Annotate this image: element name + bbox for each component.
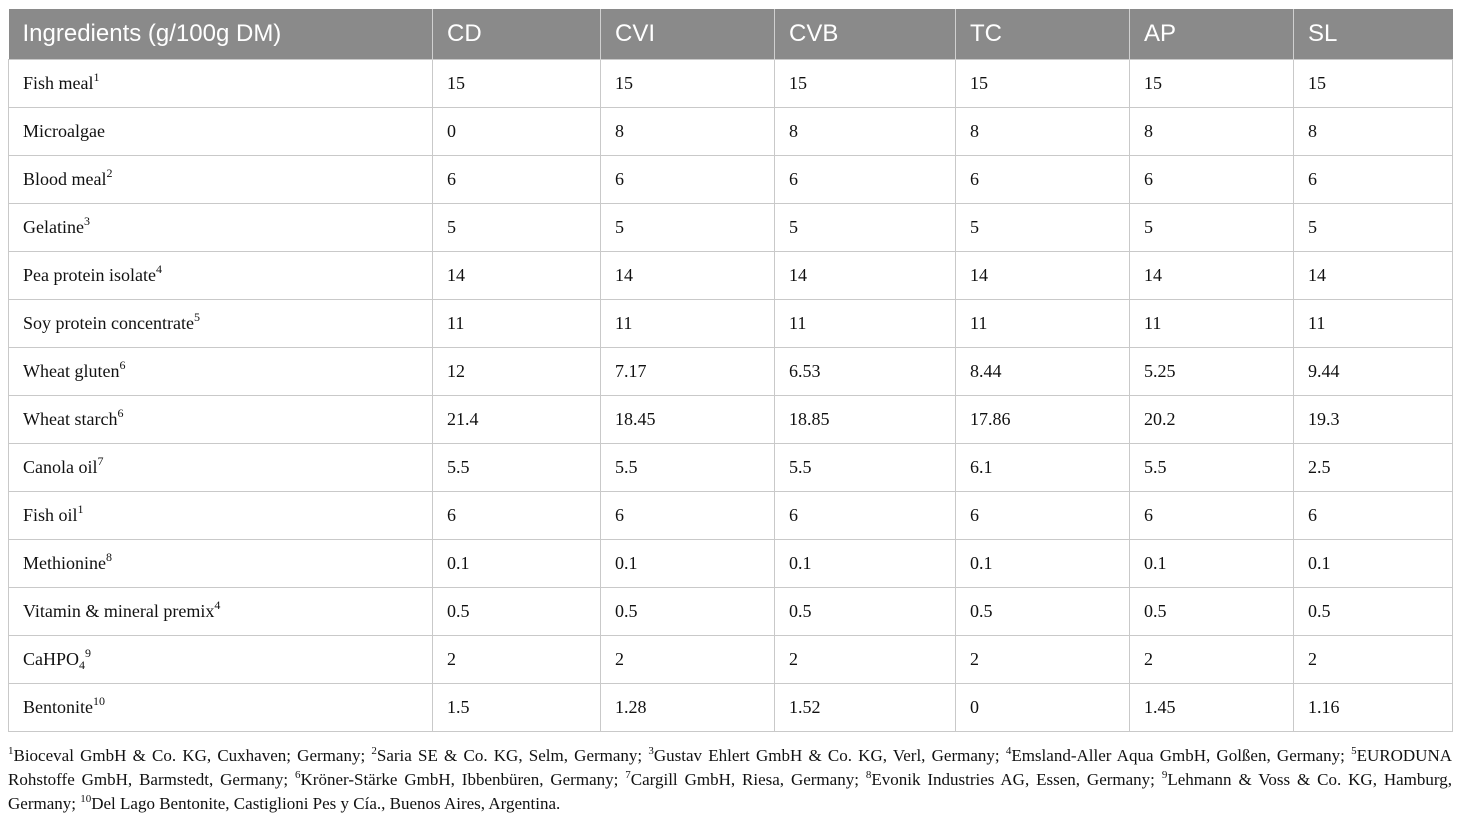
value-cell: 8.44 xyxy=(956,347,1130,395)
table-body xyxy=(9,59,1453,731)
value-cell: 2 xyxy=(1130,635,1294,683)
value-cell: 6 xyxy=(775,155,956,203)
value-cell: 0.1 xyxy=(775,539,956,587)
ingredient-name: Soy protein concentrate xyxy=(23,312,194,333)
value-cell: 5 xyxy=(1294,203,1453,251)
footnote-number: 3 xyxy=(648,745,654,757)
value-cell: 14 xyxy=(433,251,601,299)
value-cell: 21.4 xyxy=(433,395,601,443)
footnote-number: 6 xyxy=(295,769,301,781)
footnote-number: 7 xyxy=(625,769,631,781)
value-cell: 12 xyxy=(433,347,601,395)
header-cell-tc: TC xyxy=(956,9,1130,59)
value-cell: 15 xyxy=(775,59,956,107)
footnote-text: Bioceval GmbH & Co. KG, Cuxhaven; Germany; xyxy=(13,746,372,765)
ingredient-name: Canola oil xyxy=(23,456,98,477)
footnote-marker: 4 xyxy=(155,261,162,276)
value-cell: 8 xyxy=(1294,107,1453,155)
table-row xyxy=(9,203,1453,251)
value-cell: 11 xyxy=(1130,299,1294,347)
table-row xyxy=(9,635,1453,683)
table-row xyxy=(9,395,1453,443)
table-header xyxy=(9,9,1453,59)
value-cell: 6.53 xyxy=(775,347,956,395)
value-cell: 8 xyxy=(956,107,1130,155)
value-cell: 6 xyxy=(1294,155,1453,203)
value-cell: 2 xyxy=(1294,635,1453,683)
ingredient-name-cell xyxy=(9,203,433,251)
value-cell: 6 xyxy=(956,491,1130,539)
value-cell: 5 xyxy=(956,203,1130,251)
footnote-text: EURODUNA Rohstoffe GmbH, Barmstedt, Germany; xyxy=(8,746,1452,789)
value-cell: 5.5 xyxy=(775,443,956,491)
value-cell: 17.86 xyxy=(956,395,1130,443)
value-cell: 6.1 xyxy=(956,443,1130,491)
value-cell: 1.5 xyxy=(433,683,601,731)
footnote-marker: 3 xyxy=(83,213,90,228)
value-cell: 20.2 xyxy=(1130,395,1294,443)
table-row xyxy=(9,299,1453,347)
value-cell: 0 xyxy=(956,683,1130,731)
value-cell: 14 xyxy=(775,251,956,299)
value-cell: 11 xyxy=(775,299,956,347)
value-cell: 5 xyxy=(1130,203,1294,251)
footnote-number: 10 xyxy=(80,793,92,805)
ingredient-name: CaHPO xyxy=(23,648,80,669)
footnote-number: 8 xyxy=(865,769,872,781)
value-cell: 6 xyxy=(956,155,1130,203)
value-cell: 6 xyxy=(1130,491,1294,539)
value-cell: 6 xyxy=(433,491,601,539)
value-cell: 14 xyxy=(601,251,775,299)
value-cell: 14 xyxy=(956,251,1130,299)
value-cell: 19.3 xyxy=(1294,395,1453,443)
value-cell: 0.1 xyxy=(956,539,1130,587)
value-cell: 15 xyxy=(1294,59,1453,107)
value-cell: 6 xyxy=(601,491,775,539)
header-cell-cd: CD xyxy=(433,9,601,59)
value-cell: 15 xyxy=(956,59,1130,107)
value-cell: 5 xyxy=(775,203,956,251)
header-cell-ap: AP xyxy=(1130,9,1294,59)
header-cell-ingredients: Ingredients (g/100g DM) xyxy=(9,9,433,59)
footnote-marker: 7 xyxy=(97,453,104,468)
value-cell: 11 xyxy=(601,299,775,347)
value-cell: 0.1 xyxy=(1294,539,1453,587)
value-cell: 2 xyxy=(956,635,1130,683)
ingredients-table-container xyxy=(8,9,1452,732)
ingredient-name-cell xyxy=(9,347,433,395)
value-cell: 5 xyxy=(433,203,601,251)
footnote-text: Evonik Industries AG, Essen, Germany; xyxy=(871,770,1162,789)
footnote-marker: 2 xyxy=(106,165,113,180)
table-row xyxy=(9,443,1453,491)
ingredient-name-cell xyxy=(9,251,433,299)
table-row xyxy=(9,155,1453,203)
footnote-number: 9 xyxy=(1161,769,1168,781)
footnote-marker: 9 xyxy=(85,645,92,660)
ingredient-name: Wheat gluten xyxy=(23,360,120,381)
value-cell: 0.5 xyxy=(1130,587,1294,635)
footnote-marker: 4 xyxy=(214,597,221,612)
table-row xyxy=(9,587,1453,635)
value-cell: 8 xyxy=(601,107,775,155)
value-cell: 15 xyxy=(433,59,601,107)
footnote-marker: 10 xyxy=(93,693,105,708)
value-cell: 2.5 xyxy=(1294,443,1453,491)
value-cell: 1.45 xyxy=(1130,683,1294,731)
ingredient-name-cell xyxy=(9,491,433,539)
table-row xyxy=(9,59,1453,107)
value-cell: 6 xyxy=(775,491,956,539)
value-cell: 6 xyxy=(1294,491,1453,539)
header-cell-cvi: CVI xyxy=(601,9,775,59)
footnote-text: Del Lago Bentonite, Castiglioni Pes y Cía., Buenos Aires, Argentina. xyxy=(91,794,561,813)
value-cell: 2 xyxy=(433,635,601,683)
ingredients-table xyxy=(8,9,1453,732)
value-cell: 2 xyxy=(601,635,775,683)
table-row xyxy=(9,683,1453,731)
value-cell: 11 xyxy=(956,299,1130,347)
ingredient-name-cell xyxy=(9,587,433,635)
value-cell: 14 xyxy=(1130,251,1294,299)
value-cell: 0.5 xyxy=(1294,587,1453,635)
value-cell: 18.85 xyxy=(775,395,956,443)
ingredient-name-cell xyxy=(9,539,433,587)
footnote-number: 2 xyxy=(371,745,377,757)
value-cell: 8 xyxy=(775,107,956,155)
value-cell: 0.5 xyxy=(775,587,956,635)
footnote-marker: 5 xyxy=(193,309,200,324)
value-cell: 1.28 xyxy=(601,683,775,731)
header-row xyxy=(9,9,1453,59)
ingredient-name: Methionine xyxy=(23,552,106,573)
footnote-marker: 1 xyxy=(93,69,100,84)
ingredient-name: Gelatine xyxy=(23,216,84,237)
table-row xyxy=(9,347,1453,395)
ingredient-name: Microalgae xyxy=(23,120,105,141)
ingredient-name-cell xyxy=(9,59,433,107)
value-cell: 6 xyxy=(1130,155,1294,203)
value-cell: 5.25 xyxy=(1130,347,1294,395)
value-cell: 6 xyxy=(433,155,601,203)
value-cell: 15 xyxy=(601,59,775,107)
ingredient-name: Fish oil xyxy=(23,504,78,525)
value-cell: 1.52 xyxy=(775,683,956,731)
header-cell-cvb: CVB xyxy=(775,9,956,59)
footnote-marker: 8 xyxy=(106,549,112,564)
value-cell: 11 xyxy=(1294,299,1453,347)
ingredient-name-cell xyxy=(9,155,433,203)
value-cell: 11 xyxy=(433,299,601,347)
ingredient-name-cell xyxy=(9,299,433,347)
footnote-text: Saria SE & Co. KG, Selm, Germany; xyxy=(376,746,649,765)
footnote-text: Emsland-Aller Aqua GmbH, Golßen, Germany; xyxy=(1011,746,1352,765)
ingredient-name: Blood meal xyxy=(23,168,107,189)
footnote-marker: 6 xyxy=(119,357,126,372)
footnote-text: Gustav Ehlert GmbH & Co. KG, Verl, Germany; xyxy=(653,746,1006,765)
value-cell: 8 xyxy=(1130,107,1294,155)
footnote-text: Kröner-Stärke GmbH, Ibbenbüren, Germany; xyxy=(300,770,626,789)
value-cell: 0.1 xyxy=(601,539,775,587)
value-cell: 7.17 xyxy=(601,347,775,395)
ingredient-subscript: 4 xyxy=(79,657,86,672)
ingredient-name-cell xyxy=(9,395,433,443)
footnote-marker: 6 xyxy=(117,405,124,420)
ingredient-name-cell xyxy=(9,635,433,683)
value-cell: 5.5 xyxy=(601,443,775,491)
ingredient-name: Vitamin & mineral premix xyxy=(23,600,215,621)
value-cell: 0.5 xyxy=(956,587,1130,635)
value-cell: 14 xyxy=(1294,251,1453,299)
value-cell: 5.5 xyxy=(1130,443,1294,491)
ingredient-name: Bentonite xyxy=(23,696,93,717)
value-cell: 6 xyxy=(601,155,775,203)
ingredient-name: Wheat starch xyxy=(23,408,118,429)
value-cell: 18.45 xyxy=(601,395,775,443)
ingredient-name-cell xyxy=(9,443,433,491)
value-cell: 0.5 xyxy=(433,587,601,635)
footnote-text: Lehmann & Voss & Co. KG, Hamburg, Germany; xyxy=(8,770,1453,813)
value-cell: 1.16 xyxy=(1294,683,1453,731)
table-row xyxy=(9,491,1453,539)
footnote-marker: 1 xyxy=(77,501,84,516)
value-cell: 2 xyxy=(775,635,956,683)
value-cell: 5 xyxy=(601,203,775,251)
ingredient-name: Pea protein isolate xyxy=(23,264,156,285)
ingredient-name: Fish meal xyxy=(23,72,94,93)
footnote-text: Cargill GmbH, Riesa, Germany; xyxy=(630,770,866,789)
ingredient-name-cell xyxy=(9,683,433,731)
footnote-number: 4 xyxy=(1005,745,1012,757)
table-footnotes xyxy=(8,744,1452,816)
value-cell: 9.44 xyxy=(1294,347,1453,395)
footnote-number: 5 xyxy=(1351,745,1357,757)
table-row xyxy=(9,107,1453,155)
ingredient-name-cell xyxy=(9,107,433,155)
value-cell: 15 xyxy=(1130,59,1294,107)
header-cell-sl: SL xyxy=(1294,9,1453,59)
value-cell: 0.5 xyxy=(601,587,775,635)
footnote-number: 1 xyxy=(8,745,14,757)
value-cell: 5.5 xyxy=(433,443,601,491)
value-cell: 0.1 xyxy=(1130,539,1294,587)
table-row xyxy=(9,251,1453,299)
value-cell: 0 xyxy=(433,107,601,155)
table-row xyxy=(9,539,1453,587)
value-cell: 0.1 xyxy=(433,539,601,587)
